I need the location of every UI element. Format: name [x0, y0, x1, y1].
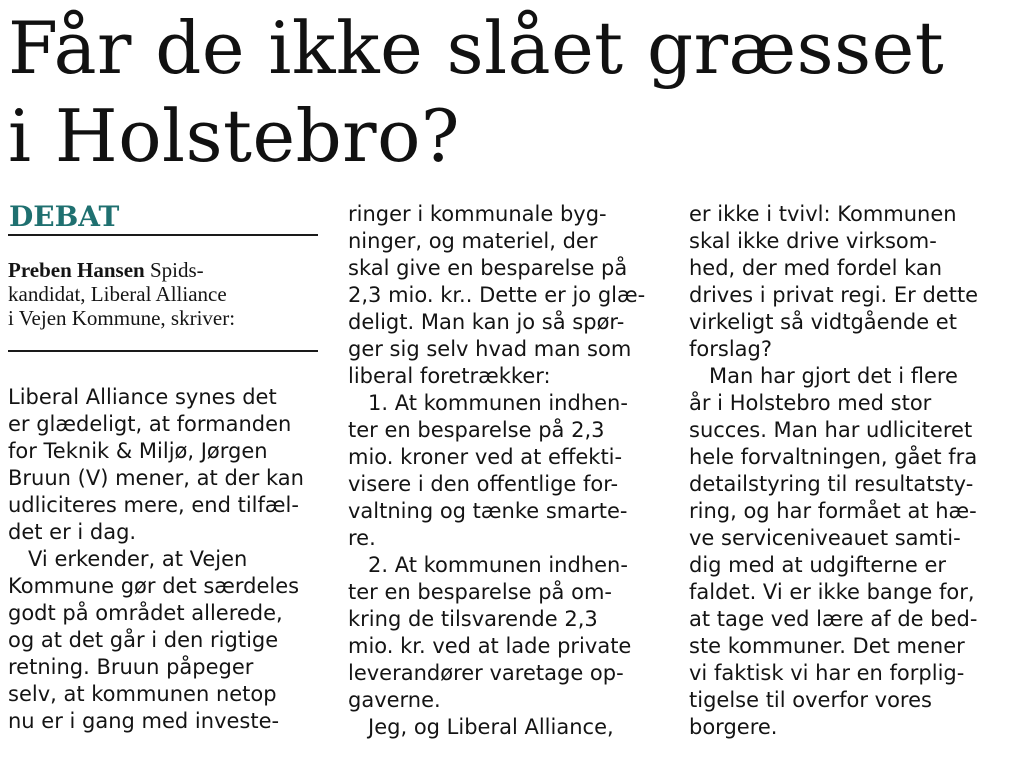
- divider-bottom: [8, 350, 318, 352]
- text-line: er ikke i tvivl: Kommunen: [689, 202, 957, 226]
- text-line: godt på området allerede,: [8, 601, 283, 625]
- text-line: retning. Bruun påpeger: [8, 655, 254, 679]
- byline-text-2: kandidat, Liberal Alliance: [8, 282, 227, 306]
- text-line: virkeligt så vidtgående et: [689, 310, 957, 334]
- text-line: valtning og tænke smarte-: [348, 499, 628, 523]
- text-line: udliciteres mere, end tilfæl-: [8, 493, 299, 517]
- body-column-3: [689, 201, 1014, 741]
- text-line: skal give en besparelse på: [348, 256, 628, 280]
- text-line: visere i den offentlige for-: [348, 472, 619, 496]
- text-line: vi faktisk vi har en forplig-: [689, 661, 965, 685]
- text-line: og at det går i den rigtige: [8, 628, 279, 652]
- text-line: ringer i kommunale byg-: [348, 202, 607, 226]
- text-line: hed, der med fordel kan: [689, 256, 943, 280]
- text-line: selv, at kommunen netop: [8, 682, 277, 706]
- text-line: mio. kroner ved at effekti-: [348, 445, 623, 469]
- body-column-2: [348, 201, 663, 741]
- text-line: at tage ved lære af de bed-: [689, 607, 978, 631]
- byline-text-3: i Vejen Kommune, skriver:: [8, 306, 236, 330]
- text-line: ring, og har formået at hæ-: [689, 499, 977, 523]
- text-line: dig med at udgifterne er: [689, 553, 947, 577]
- text-line: ter en besparelse på om-: [348, 580, 612, 604]
- column-2: [348, 201, 663, 741]
- column-3: [689, 201, 1014, 741]
- headline-line-1: Får de ikke slået græsset: [8, 6, 945, 90]
- text-line: ninger, og materiel, der: [348, 229, 598, 253]
- column-1: [8, 200, 320, 735]
- text-line: deligt. Man kan jo så spør-: [348, 310, 625, 334]
- text-line: leverandører varetage op-: [348, 661, 624, 685]
- byline: [8, 258, 320, 330]
- author-name: Preben Hansen: [8, 258, 145, 282]
- text-line: faldet. Vi er ikke bange for,: [689, 580, 975, 604]
- text-line: skal ikke drive virksom-: [689, 229, 937, 253]
- text-line: 1. At kommunen indhen-: [348, 391, 628, 415]
- text-line: tigelse til overfor vores: [689, 688, 932, 712]
- text-line: 2. At kommunen indhen-: [348, 553, 628, 577]
- text-line: forslag?: [689, 337, 772, 361]
- section-label: DEBAT: [9, 200, 120, 233]
- text-line: det er i dag.: [8, 520, 137, 544]
- text-line: gaverne.: [348, 688, 441, 712]
- text-line: ste kommuner. Det mener: [689, 634, 965, 658]
- text-line: mio. kr. ved at lade private: [348, 634, 632, 658]
- text-line: ve serviceniveauet samti-: [689, 526, 961, 550]
- text-line: Vi erkender, at Vejen: [8, 547, 248, 571]
- divider-top: [8, 234, 318, 236]
- text-line: år i Holstebro med stor: [689, 391, 932, 415]
- text-line: er glædeligt, at formanden: [8, 412, 292, 436]
- text-line: ger sig selv hvad man som: [348, 337, 632, 361]
- body-column-1: [8, 384, 320, 735]
- text-line: Kommune gør det særdeles: [8, 574, 300, 598]
- text-line: nu er i gang med investe-: [8, 709, 280, 733]
- text-line: drives i privat regi. Er dette: [689, 283, 979, 307]
- text-line: kring de tilsvarende 2,3: [348, 607, 598, 631]
- text-line: borgere.: [689, 715, 778, 739]
- text-line: Bruun (V) mener, at der kan: [8, 466, 304, 490]
- text-line: Jeg, og Liberal Alliance,: [348, 715, 614, 739]
- headline: [8, 4, 1018, 180]
- text-line: Liberal Alliance synes det: [8, 385, 277, 409]
- text-line: ter en besparelse på 2,3: [348, 418, 605, 442]
- text-line: Man har gjort det i flere: [689, 364, 958, 388]
- byline-text-1: Spids-: [144, 258, 204, 282]
- text-line: detailstyring til resultatsty-: [689, 472, 974, 496]
- text-line: succes. Man har udliciteret: [689, 418, 973, 442]
- text-line: hele forvaltningen, gået fra: [689, 445, 978, 469]
- text-line: 2,3 mio. kr.. Dette er jo glæ-: [348, 283, 646, 307]
- headline-line-2: i Holstebro?: [8, 94, 461, 178]
- text-line: re.: [348, 526, 376, 550]
- text-line: for Teknik & Miljø, Jørgen: [8, 439, 268, 463]
- text-line: liberal foretrækker:: [348, 364, 551, 388]
